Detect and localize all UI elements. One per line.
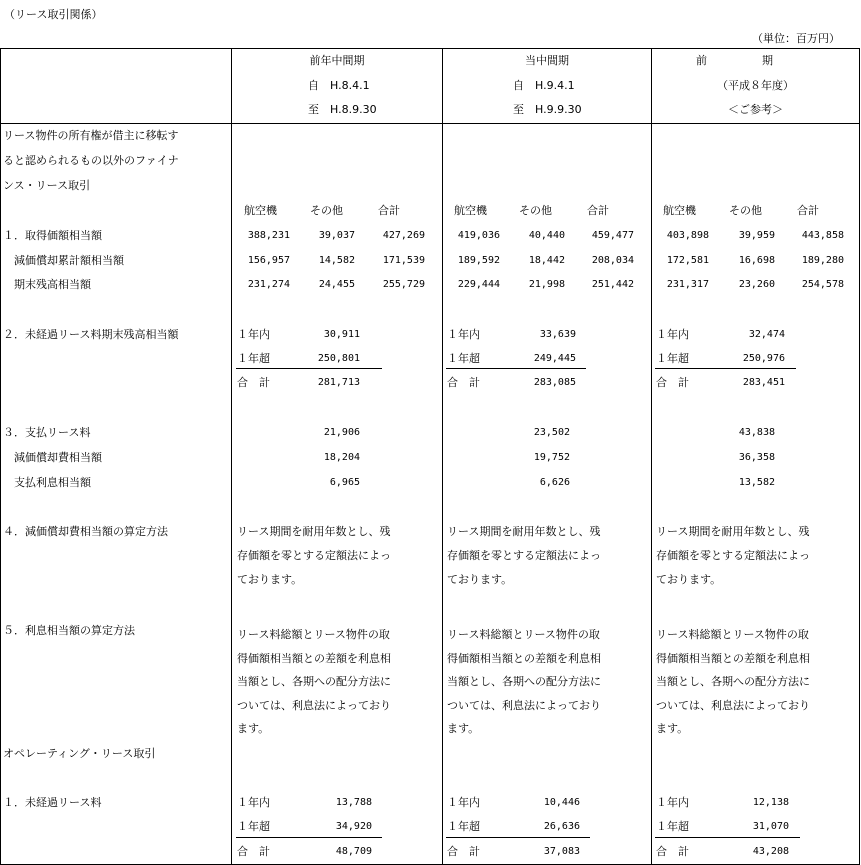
row-label: 減価償却費相当額 — [3, 451, 102, 464]
text-line: ついては、利息法によっており — [656, 699, 810, 712]
value-cell: 231,317 — [666, 279, 709, 290]
within-one-year-label: １年内 — [447, 328, 480, 341]
within-one-year-value: 33,639 — [539, 329, 576, 340]
total-label: 合 計 — [447, 845, 480, 858]
column-divider-2 — [442, 48, 443, 865]
col-label-other: その他 — [519, 204, 552, 217]
header-period: 当中間期 — [525, 54, 569, 67]
total-label: 合 計 — [447, 376, 480, 389]
value-cell: 18,204 — [323, 452, 360, 463]
column-divider-1 — [231, 48, 232, 865]
text-line: ております。 — [237, 573, 303, 586]
header-bottom-border — [0, 123, 860, 124]
value-cell: 23,260 — [738, 279, 775, 290]
total-value: 283,451 — [742, 377, 785, 388]
value-cell: 231,274 — [247, 279, 290, 290]
total-label: 合 計 — [656, 376, 689, 389]
depreciation-method-label: ４．減価償却費相当額の算定方法 — [3, 525, 168, 538]
within-one-year-label: １年内 — [447, 796, 480, 809]
subtotal-underline — [236, 368, 382, 369]
value-cell: 18,442 — [528, 255, 565, 266]
within-one-year-label: １年内 — [656, 328, 689, 341]
text-line: ております。 — [447, 573, 513, 586]
total-value: 37,083 — [543, 846, 580, 857]
text-line: 存価額を零とする定額法によっ — [237, 549, 391, 562]
row-label: 減価償却累計額相当額 — [3, 254, 124, 267]
table-left-border — [0, 48, 1, 865]
value-cell: 39,037 — [318, 230, 355, 241]
value-cell: 39,959 — [738, 230, 775, 241]
value-cell: 208,034 — [591, 255, 634, 266]
over-one-year-value: 26,636 — [543, 821, 580, 832]
value-cell: 459,477 — [591, 230, 634, 241]
header-to: 至 H.8.9.30 — [308, 103, 377, 116]
text-line: リース料総額とリース物件の取 — [656, 628, 809, 641]
within-one-year-value: 10,446 — [543, 797, 580, 808]
header-fiscal-year: （平成８年度） — [717, 79, 794, 92]
text-line: 当額とし、各期への配分方法に — [447, 675, 601, 688]
value-cell: 40,440 — [528, 230, 565, 241]
value-cell: 13,582 — [738, 477, 775, 488]
value-cell: 419,036 — [457, 230, 500, 241]
value-cell: 14,582 — [318, 255, 355, 266]
value-cell: 36,358 — [738, 452, 775, 463]
subtotal-underline — [236, 837, 382, 838]
subtotal-underline — [655, 837, 800, 838]
within-one-year-label: １年内 — [656, 796, 689, 809]
value-cell: 24,455 — [318, 279, 355, 290]
text-line: リース料総額とリース物件の取 — [447, 628, 600, 641]
col-label-total: 合計 — [378, 204, 400, 217]
text-line: 得価額相当額との差額を利息相 — [656, 652, 810, 665]
over-one-year-value: 249,445 — [533, 353, 576, 364]
total-value: 283,085 — [533, 377, 576, 388]
subtotal-underline — [446, 368, 586, 369]
over-one-year-label: １年超 — [447, 820, 480, 833]
text-line: 存価額を零とする定額法によっ — [656, 549, 810, 562]
value-cell: 21,998 — [528, 279, 565, 290]
header-reference: ＜ご参考＞ — [728, 103, 783, 116]
text-line: ます。 — [237, 722, 270, 735]
total-value: 43,208 — [752, 846, 789, 857]
interest-method-label: ５．利息相当額の算定方法 — [3, 624, 135, 637]
subtotal-underline — [655, 368, 796, 369]
text-line: 得価額相当額との差額を利息相 — [237, 652, 391, 665]
col-label-total: 合計 — [797, 204, 819, 217]
finance-heading-line-3: ンス・リース取引 — [3, 179, 91, 192]
col-label-total: 合計 — [587, 204, 609, 217]
table-right-border — [859, 48, 860, 865]
header-to: 至 H.9.9.30 — [513, 103, 582, 116]
text-line: 得価額相当額との差額を利息相 — [447, 652, 601, 665]
within-one-year-label: １年内 — [237, 328, 270, 341]
value-cell: 19,752 — [533, 452, 570, 463]
value-cell: 251,442 — [591, 279, 634, 290]
column-divider-3 — [651, 48, 652, 865]
header-from: 自 H.8.4.1 — [308, 79, 370, 92]
over-one-year-label: １年超 — [237, 820, 270, 833]
value-cell: 6,965 — [329, 477, 360, 488]
finance-heading-line-1: リース物件の所有権が借主に移転す — [3, 129, 179, 142]
text-line: ついては、利息法によっており — [237, 699, 391, 712]
text-line: 存価額を零とする定額法によっ — [447, 549, 601, 562]
total-label: 合 計 — [656, 845, 689, 858]
text-line: ます。 — [656, 722, 689, 735]
header-from: 自 H.9.4.1 — [513, 79, 575, 92]
over-one-year-value: 250,976 — [742, 353, 785, 364]
value-cell: 255,729 — [382, 279, 425, 290]
row-label: 支払利息相当額 — [3, 476, 91, 489]
row-label: １．取得価額相当額 — [3, 229, 102, 242]
text-line: リース期間を耐用年数とし、残 — [656, 525, 810, 538]
operating-label: １．未経過リース料 — [3, 796, 102, 809]
over-one-year-value: 250,801 — [317, 353, 360, 364]
text-line: ついては、利息法によっており — [447, 699, 601, 712]
text-line: リース期間を耐用年数とし、残 — [447, 525, 601, 538]
within-one-year-value: 13,788 — [335, 797, 372, 808]
value-cell: 21,906 — [323, 427, 360, 438]
value-cell: 427,269 — [382, 230, 425, 241]
text-line: リース料総額とリース物件の取 — [237, 628, 390, 641]
col-label-aircraft: 航空機 — [244, 204, 277, 217]
total-value: 48,709 — [335, 846, 372, 857]
header-period: 前 期 — [696, 54, 773, 67]
value-cell: 189,592 — [457, 255, 500, 266]
row-label: ３．支払リース料 — [3, 426, 91, 439]
text-line: ます。 — [447, 722, 480, 735]
unexpired-label: ２．未経過リース料期末残高相当額 — [3, 328, 179, 341]
value-cell: 6,626 — [539, 477, 570, 488]
value-cell: 43,838 — [738, 427, 775, 438]
col-label-other: その他 — [729, 204, 762, 217]
total-label: 合 計 — [237, 376, 270, 389]
col-label-other: その他 — [310, 204, 343, 217]
text-line: 当額とし、各期への配分方法に — [656, 675, 810, 688]
over-one-year-label: １年超 — [656, 352, 689, 365]
value-cell: 156,957 — [247, 255, 290, 266]
value-cell: 172,581 — [666, 255, 709, 266]
text-line: 当額とし、各期への配分方法に — [237, 675, 391, 688]
within-one-year-value: 12,138 — [752, 797, 789, 808]
value-cell: 171,539 — [382, 255, 425, 266]
value-cell: 254,578 — [801, 279, 844, 290]
row-label: 期末残高相当額 — [3, 278, 91, 291]
subtotal-underline — [446, 837, 590, 838]
value-cell: 443,858 — [801, 230, 844, 241]
total-label: 合 計 — [237, 845, 270, 858]
unit-label: （単位：百万円） — [752, 32, 840, 45]
header-period: 前年中間期 — [309, 54, 365, 67]
value-cell: 16,698 — [738, 255, 775, 266]
value-cell: 229,444 — [457, 279, 500, 290]
within-one-year-value: 32,474 — [748, 329, 785, 340]
finance-heading-line-2: ると認められるもの以外のファイナ — [3, 154, 179, 167]
within-one-year-value: 30,911 — [323, 329, 360, 340]
over-one-year-label: １年超 — [237, 352, 270, 365]
over-one-year-label: １年超 — [447, 352, 480, 365]
operating-heading: オペレーティング・リース取引 — [3, 747, 156, 760]
text-line: ております。 — [656, 573, 722, 586]
over-one-year-value: 31,070 — [752, 821, 789, 832]
value-cell: 388,231 — [247, 230, 290, 241]
value-cell: 189,280 — [801, 255, 844, 266]
table-top-border — [0, 48, 860, 49]
value-cell: 23,502 — [533, 427, 570, 438]
col-label-aircraft: 航空機 — [454, 204, 487, 217]
total-value: 281,713 — [317, 377, 360, 388]
over-one-year-value: 34,920 — [335, 821, 372, 832]
within-one-year-label: １年内 — [237, 796, 270, 809]
col-label-aircraft: 航空機 — [663, 204, 696, 217]
section-title: （リース取引関係） — [4, 8, 103, 21]
value-cell: 403,898 — [666, 230, 709, 241]
text-line: リース期間を耐用年数とし、残 — [237, 525, 391, 538]
over-one-year-label: １年超 — [656, 820, 689, 833]
